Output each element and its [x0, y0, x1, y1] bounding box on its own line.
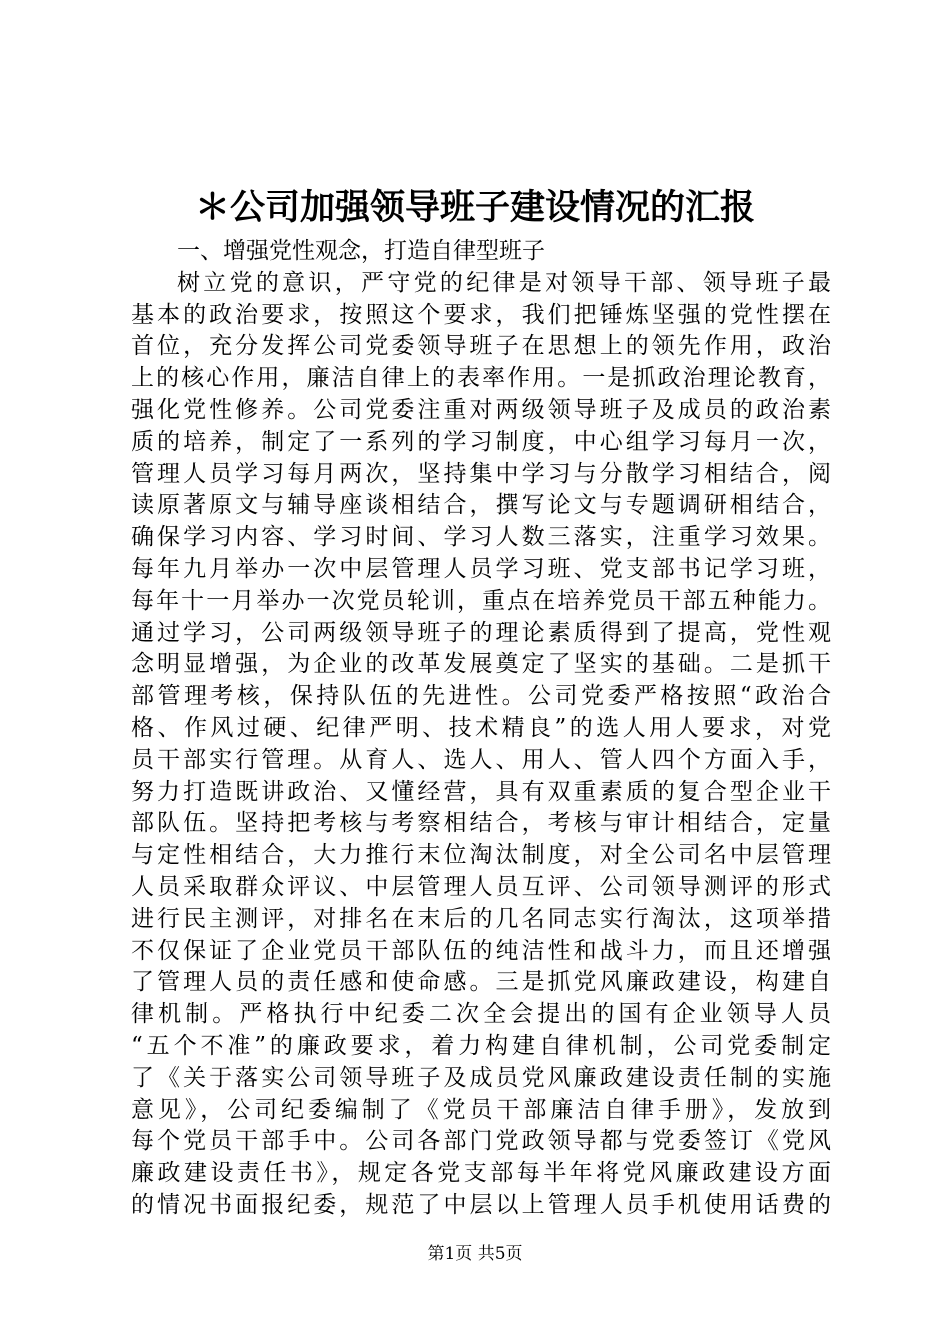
paragraph-line: 的情况书面报纪委，规范了中层以上管理人员手机使用话费的	[131, 1191, 831, 1218]
paragraph-line: 了《关于落实公司领导班子及成员党风廉政建设责任制的实施	[131, 1064, 831, 1091]
paragraph-line: 了管理人员的责任感和使命感。三是抓党风廉政建设，构建自	[131, 969, 831, 996]
paragraph-line: 进行民主测评，对排名在末后的几名同志实行淘汰，这项举措	[131, 905, 831, 932]
paragraph-line: 每年十一月举办一次党员轮训，重点在培养党员干部五种能力。	[131, 587, 831, 614]
paragraph-line: 部队伍。坚持把考核与考察相结合，考核与审计相结合，定量	[131, 810, 831, 837]
paragraph-line: 每年九月举办一次中层管理人员学习班、党支部书记学习班，	[131, 555, 831, 582]
paragraph-line: 员干部实行管理。从育人、选人、用人、管人四个方面入手，	[131, 746, 831, 773]
paragraph-line: “五个不准”的廉政要求，着力构建自律机制，公司党委制定	[131, 1032, 831, 1059]
paragraph	[131, 268, 831, 1222]
page-footer: 第1页 共5页	[427, 1244, 523, 1264]
paragraph-line: 通过学习，公司两级领导班子的理论素质得到了提高，党性观	[131, 619, 831, 646]
paragraph-line: 格、作风过硬、纪律严明、技术精良”的选人用人要求，对党	[131, 714, 831, 741]
paragraph-line: 与定性相结合，大力推行末位淘汰制度，对全公司名中层管理	[131, 842, 831, 869]
paragraph-line: 首位，充分发挥公司党委领导班子在思想上的领先作用，政治	[131, 333, 831, 360]
paragraph-line: 律机制。严格执行中纪委二次全会提出的国有企业领导人员	[131, 1001, 831, 1028]
paragraph-line: 管理人员学习每月两次，坚持集中学习与分散学习相结合，阅	[131, 460, 831, 487]
paragraph-line: 努力打造既讲政治、又懂经营，具有双重素质的复合型企业干	[131, 778, 831, 805]
section-heading: 一、增强党性观念，打造自律型班子	[177, 238, 545, 264]
paragraph-line: 意见》，公司纪委编制了《党员干部廉洁自律手册》，发放到	[131, 1096, 831, 1123]
document-body	[131, 236, 831, 1222]
paragraph-line: 强化党性修养。公司党委注重对两级领导班子及成员的政治素	[131, 396, 831, 423]
paragraph-line: 部管理考核，保持队伍的先进性。公司党委严格按照“政治合	[131, 683, 831, 710]
paragraph-line: 念明显增强，为企业的改革发展奠定了坚实的基础。二是抓干	[131, 651, 831, 678]
paragraph-line: 质的培养，制定了一系列的学习制度，中心组学习每月一次，	[131, 428, 831, 455]
document-title: ＊公司加强领导班子建设情况的汇报	[194, 187, 755, 228]
paragraph-line: 树立党的意识，严守党的纪律是对领导干部、领导班子最	[177, 269, 831, 296]
paragraph-line: 不仅保证了企业党员干部队伍的纯洁性和战斗力，而且还增强	[131, 937, 831, 964]
paragraph-line: 确保学习内容、学习时间、学习人数三落实，注重学习效果。	[131, 524, 831, 551]
paragraph-line: 读原著原文与辅导座谈相结合，撰写论文与专题调研相结合，	[131, 492, 831, 519]
paragraph-line: 基本的政治要求，按照这个要求，我们把锤炼坚强的党性摆在	[131, 301, 831, 328]
paragraph-line: 每个党员干部手中。公司各部门党政领导都与党委签订《党风	[131, 1128, 831, 1155]
paragraph-line: 人员采取群众评议、中层管理人员互评、公司领导测评的形式	[131, 873, 831, 900]
paragraph-line: 上的核心作用，廉洁自律上的表率作用。一是抓政治理论教育，	[131, 365, 831, 392]
paragraph-line: 廉政建设责任书》，规定各党支部每半年将党风廉政建设方面	[131, 1160, 831, 1187]
